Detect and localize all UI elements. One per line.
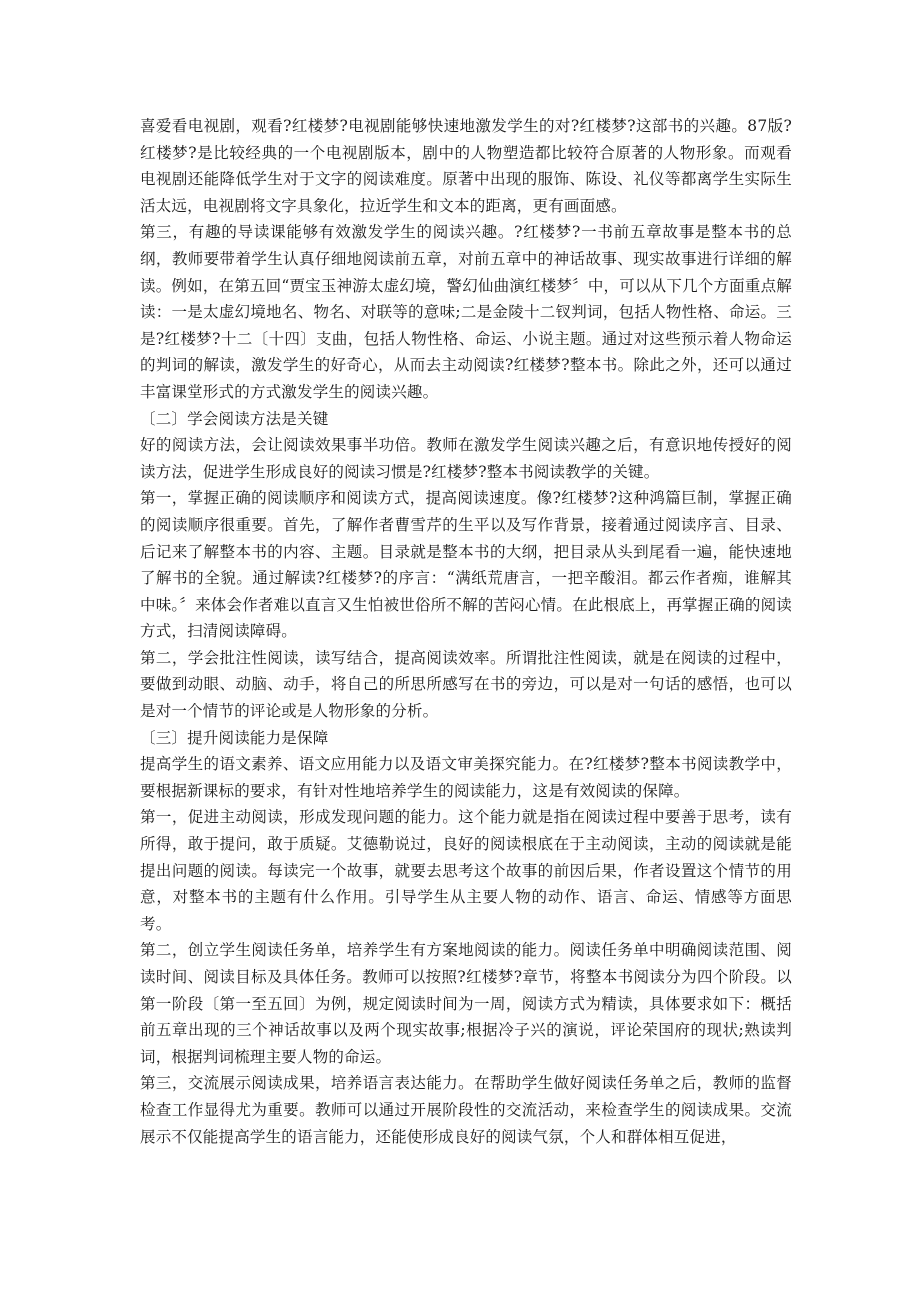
paragraph-reading-methods-intro: 好的阅读方法，会让阅读效果事半功倍。教师在激发学生阅读兴趣之后，有意识地传授好的阅读方法，促进学生形成良好的阅读习惯是?红楼梦?整本书阅读教学的关键。 <box>140 436 792 481</box>
paragraph-third-sharing-results: 第三，交流展示阅读成果，培养语言表达能力。在帮助学生做好阅读任务单之后，教师的监督检查工作显得尤为重要。教师可以通过开展阶段性的交流活动，来检查学生的阅读成果。交流展示不仅能提高学生的语言能力，还能使形成良好的阅读气氛，个人和群体相互促进， <box>140 1074 792 1146</box>
paragraph-reading-ability-intro: 提高学生的语文素养、语文应用能力以及语文审美探究能力。在?红楼梦?整本书阅读教学中，要根据新课标的要求，有针对性地培养学生的阅读能力，这是有效阅读的保障。 <box>140 755 792 800</box>
section-heading-reading-ability: 〔三〕提升阅读能力是保障 <box>140 728 329 747</box>
paragraph-second-annotation: 第二，学会批注性阅读，读写结合，提高阅读效率。所谓批注性阅读，就是在阅读的过程中，要做到动眼、动脑、动手，将自己的所思所感写在书的旁边，可以是对一句话的感悟，也可以是对一个情节的评论或是人物形象的分析。 <box>140 648 792 721</box>
paragraph-third-guided-reading: 第三，有趣的导读课能够有效激发学生的阅读兴趣。?红楼梦?一书前五章故事是整本书的总纲，教师要带着学生认真仔细地阅读前五章，对前五章中的神话故事、现实故事进行详细的解读。例如，在第五回“贾宝玉神游太虚幻境，警幻仙曲演红楼梦〞中，可以从下几个方面重点解读：一是太虚幻境地名、物名、对联等的意味;二是金陵十二钗判词，包括人物性格、命运。三是?红楼梦?十二〔十四〕支曲，包括人物性格、命运、小说主题。通过对这些预示着人物命运的判词的解读，激发学生的好奇心，从而去主动阅读?红楼梦?整本书。除此之外，还可以通过丰富课堂形式的方式激发学生的阅读兴趣。 <box>140 223 792 401</box>
section-heading-reading-methods: 〔二〕学会阅读方法是关键 <box>140 409 329 428</box>
paragraph-first-active-reading: 第一，促进主动阅读，形成发现问题的能力。这个能力就是指在阅读过程中要善于思考，读有所得，敢于提问，敢于质疑。艾德勒说过，良好的阅读根底在于主动阅读，主动的阅读就是能提出问题的阅读。每读完一个故事，就要去思考这个故事的前因后果，作者设置这个情节的用意，对整本书的主题有什么作用。引导学生从主要人物的动作、语言、命运、情感等方面思考。 <box>140 808 792 933</box>
document-page <box>140 113 792 1150</box>
paragraph-second-task-sheet: 第二，创立学生阅读任务单，培养学生有方案地阅读的能力。阅读任务单中明确阅读范围、阅读时间、阅读目标及具体任务。教师可以按照?红楼梦?章节，将整本书阅读分为四个阶段。以第一阶段〔第一至五回〕为例，规定阅读时间为一周，阅读方式为精读，具体要求如下：概括前五章出现的三个神话故事以及两个现实故事;根据冷子兴的演说，评论荣国府的现状;熟读判词，根据判词梳理主要人物的命运。 <box>140 941 792 1066</box>
paragraph-tv-series: 喜爱看电视剧，观看?红楼梦?电视剧能够快速地激发学生的对?红楼梦?这部书的兴趣。87版?红楼梦?是比较经典的一个电视剧版本，剧中的人物塑造都比较符合原著的人物形象。而观看电视剧还能降低学生对于文字的阅读难度。原著中出现的服饰、陈设、礼仪等都离学生实际生活太远，电视剧将文字具象化，拉近学生和文本的距离，更有画面感。 <box>140 117 792 215</box>
paragraph-first-reading-order: 第一，掌握正确的阅读顺序和阅读方式，提高阅读速度。像?红楼梦?这种鸿篇巨制，掌握正确的阅读顺序很重要。首先，了解作者曹雪芹的生平以及写作背景，接着通过阅读序言、目录、后记来了解整本书的内容、主题。目录就是整本书的大纲，把目录从头到尾看一遍，能快速地了解书的全貌。通过解读?红楼梦?的序言：“满纸荒唐言，一把辛酸泪。都云作者痴，谁解其中味。〞来体会作者难以直言又生怕被世俗所不解的苦闷心情。在此根底上，再掌握正确的阅读方式，扫清阅读障碍。 <box>140 489 792 641</box>
